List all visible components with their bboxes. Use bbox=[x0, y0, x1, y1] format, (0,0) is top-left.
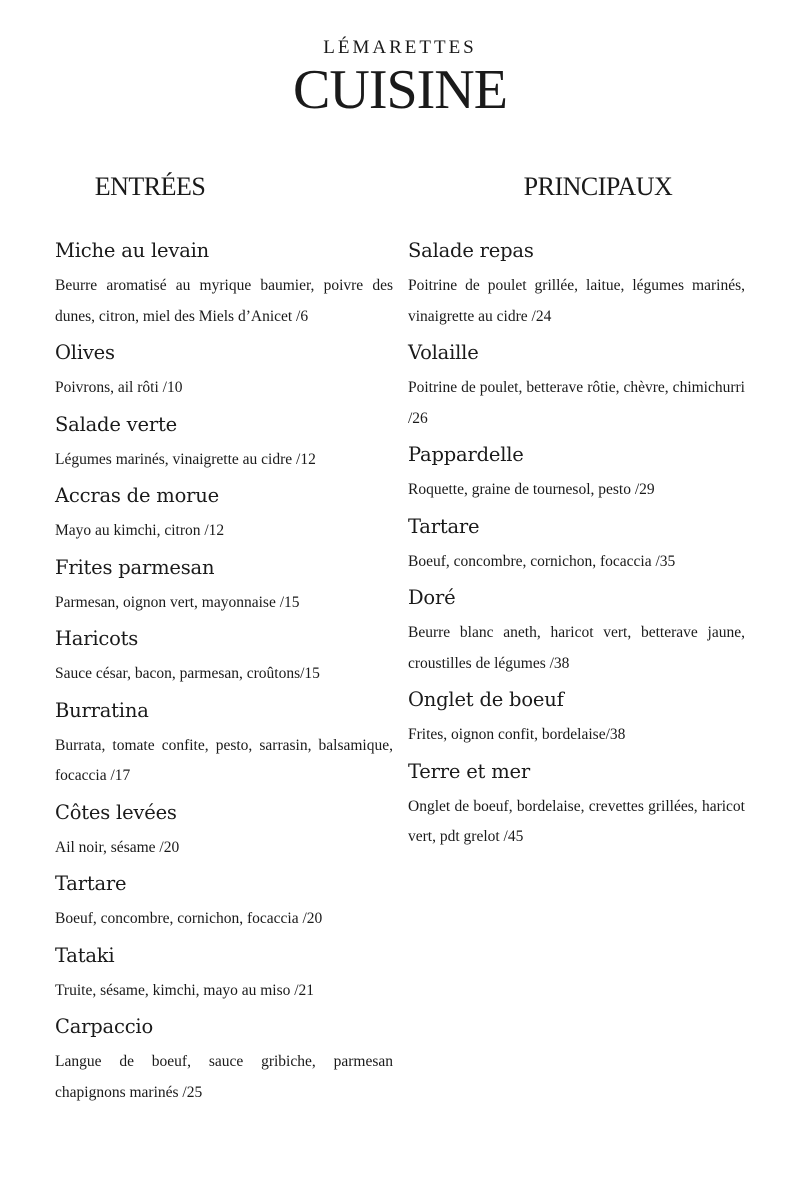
menu-item-name: Olives bbox=[55, 341, 115, 364]
menu-item-description: Boeuf, concombre, cornichon, focaccia /35 bbox=[408, 552, 676, 570]
menu-item-name: Haricots bbox=[55, 627, 139, 650]
entrees-heading: ENTRÉES bbox=[94, 172, 206, 201]
menu-item-name: Pappardelle bbox=[408, 443, 524, 466]
menu-item bbox=[55, 798, 393, 864]
menu-item-name: Tataki bbox=[55, 943, 115, 967]
menu-item-description: Onglet de boeuf, bordelaise, crevettes grillées, haricot vert, pdt grelot /45 bbox=[408, 797, 745, 845]
menu-item bbox=[55, 481, 393, 547]
menu-item-name: Doré bbox=[408, 586, 456, 609]
menu-item bbox=[55, 624, 393, 690]
principaux-column bbox=[408, 172, 745, 859]
menu-item-description: Mayo au kimchi, citron /12 bbox=[55, 522, 225, 539]
menu-item bbox=[408, 338, 745, 434]
menu-item-name: Frites parmesan bbox=[55, 555, 215, 579]
menu-item-description: Poivrons, ail rôti /10 bbox=[55, 379, 183, 396]
principaux-list bbox=[408, 236, 745, 853]
menu-item-description: Ail noir, sésame /20 bbox=[55, 838, 180, 856]
menu-item-name: Salade verte bbox=[55, 412, 177, 436]
menu-item bbox=[55, 696, 393, 792]
entrees-list bbox=[55, 236, 393, 1108]
entrees-column bbox=[55, 172, 393, 1114]
menu-item bbox=[55, 338, 393, 404]
menu-item-name: Carpaccio bbox=[55, 1015, 153, 1038]
menu-item-description: Poitrine de poulet grillée, laitue, légumes marinés, vinaigrette au cidre /24 bbox=[408, 277, 745, 325]
menu-item bbox=[55, 236, 393, 332]
menu-item-description: Boeuf, concombre, cornichon, focaccia /20 bbox=[55, 910, 323, 927]
menu-item-name: Miche au levain bbox=[55, 239, 210, 262]
menu-header bbox=[0, 36, 800, 120]
menu-item-name: Côtes levées bbox=[55, 800, 177, 824]
menu-item-name: Burratina bbox=[55, 698, 149, 722]
restaurant-name: LÉMARETTES bbox=[323, 37, 477, 58]
menu-item-description: Truite, sésame, kimchi, mayo au miso /21 bbox=[55, 981, 315, 999]
menu-item-description: Poitrine de poulet, betterave rôtie, chèvre, chimichurri /26 bbox=[408, 379, 745, 427]
menu-item bbox=[408, 236, 745, 332]
menu-item-name: Tartare bbox=[55, 872, 127, 895]
menu-item-description: Langue de boeuf, sauce gribiche, parmesan chapignons marinés /25 bbox=[55, 1053, 393, 1101]
menu-item bbox=[55, 869, 393, 935]
menu-item bbox=[408, 512, 745, 578]
menu-item-description: Légumes marinés, vinaigrette au cidre /12 bbox=[55, 450, 316, 468]
menu-item-name: Onglet de boeuf bbox=[408, 688, 564, 711]
menu-item-name: Salade repas bbox=[408, 239, 534, 262]
menu-item-name: Volaille bbox=[408, 341, 479, 364]
menu-title: CUISINE bbox=[293, 59, 507, 121]
menu-item-name: Accras de morue bbox=[55, 484, 219, 507]
menu-item-description: Sauce césar, bacon, parmesan, croûtons/15 bbox=[55, 665, 320, 682]
menu-item-description: Beurre blanc aneth, haricot vert, betterave jaune, croustilles de légumes /38 bbox=[408, 624, 745, 672]
menu-item bbox=[408, 757, 745, 853]
menu-item-description: Burrata, tomate confite, pesto, sarrasin, balsamique, focaccia /17 bbox=[55, 736, 393, 784]
menu-item-description: Parmesan, oignon vert, mayonnaise /15 bbox=[55, 593, 300, 611]
menu-item bbox=[55, 1012, 393, 1108]
menu-item bbox=[408, 440, 745, 506]
menu-item bbox=[55, 410, 393, 476]
menu-item-description: Beurre aromatisé au myrique baumier, poivre des dunes, citron, miel des Miels d’Anicet /6 bbox=[55, 277, 393, 325]
menu-item bbox=[55, 941, 393, 1007]
menu-item-description: Roquette, graine de tournesol, pesto /29 bbox=[408, 481, 655, 498]
menu-item bbox=[55, 553, 393, 619]
menu-item-name: Tartare bbox=[408, 514, 480, 538]
menu-item bbox=[408, 685, 745, 751]
menu-item bbox=[408, 583, 745, 679]
menu-item-name: Terre et mer bbox=[408, 759, 530, 783]
principaux-heading: PRINCIPAUX bbox=[523, 172, 673, 201]
menu-item-description: Frites, oignon confit, bordelaise/38 bbox=[408, 726, 626, 743]
